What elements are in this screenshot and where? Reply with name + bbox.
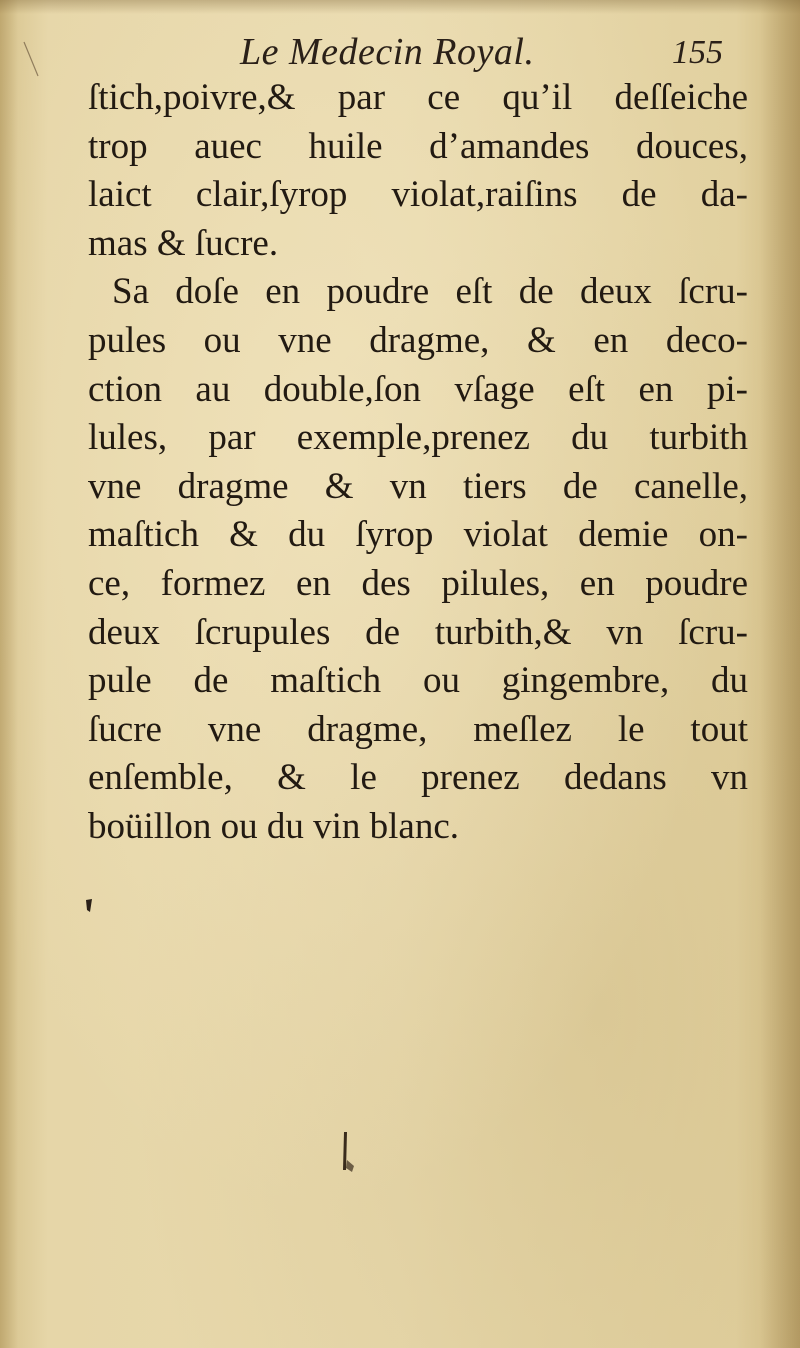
text-line: ſtich,poivre,& par ce qu’il deſſeiche (88, 77, 748, 118)
text-line: mas & ſucre. (88, 222, 279, 264)
page-right-edge-shadow (760, 0, 800, 1348)
text-line: deux ſcrupules de turbith,& vn ſcru- (88, 611, 748, 653)
hairline-mark (22, 40, 42, 80)
body-text (88, 74, 748, 852)
page-top-edge-shadow (0, 0, 800, 14)
ink-speck (338, 1130, 360, 1176)
ink-speck (84, 898, 94, 914)
text-line: pules ou vne dragme, & en deco- (88, 319, 748, 361)
text-line: pule de maſtich ou gingembre, du (88, 660, 748, 702)
text-line: vne dragme & vn tiers de canelle, (88, 465, 748, 507)
text-line: ſucre vne dragme, meſlez le tout (88, 708, 748, 750)
text-line: lules, par exemple,prenez du turbith (88, 417, 748, 459)
text-line: boüillon ou du vin blanc. (88, 805, 459, 847)
text-line: trop auec huile d’amandes douces, (88, 125, 748, 167)
text-line: ce, formez en des pilules, en poudre (88, 562, 748, 604)
page-number: 155 (672, 34, 723, 71)
page-left-edge-shadow (0, 0, 18, 1348)
running-head: Le Medecin Royal. (240, 31, 535, 73)
text-line: maſtich & du ſyrop violat demie on- (88, 514, 748, 556)
text-line: Sa doſe en poudre eſt de deux ſcru- (112, 271, 748, 313)
text-line: laict clair,ſyrop violat,raiſins de da- (88, 174, 748, 216)
text-line: enſemble, & le prenez dedans vn (88, 757, 748, 799)
text-line: ction au double,ſon vſage eſt en pi- (88, 368, 748, 410)
